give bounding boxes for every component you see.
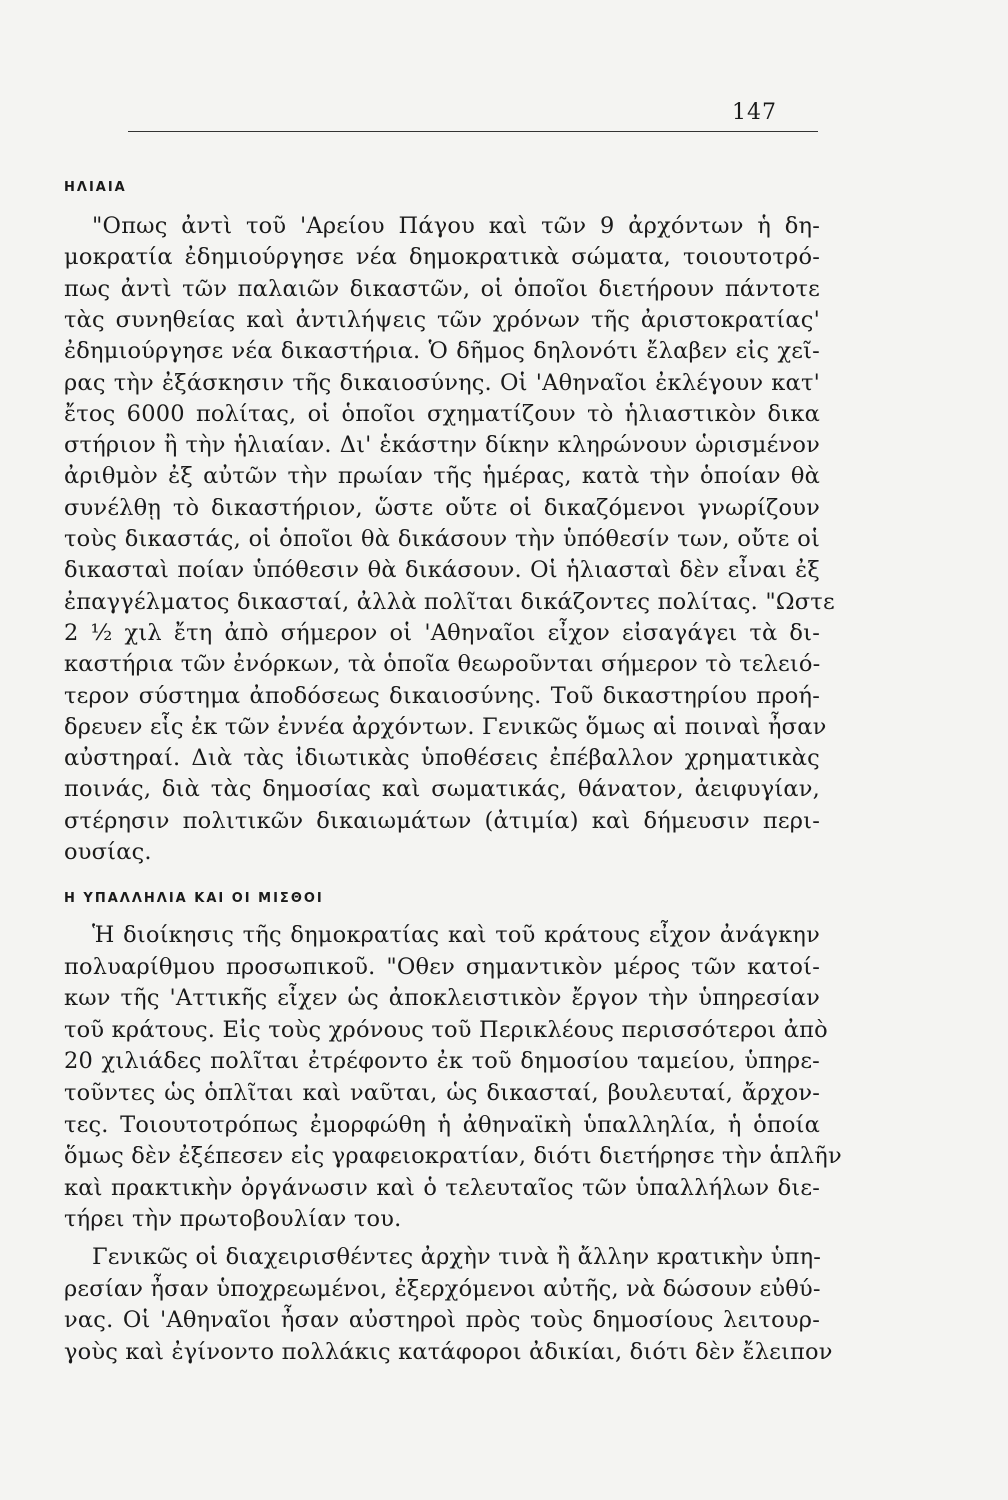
text-line: κων τῆς 'Αττικῆς εἶχεν ὡς ἀποκλειστικὸν ἔργον τὴν ὑπηρεσίαν — [64, 985, 820, 1012]
text-line: Ἡ διοίκησις τῆς δημοκρατίας καὶ τοῦ κράτους εἶχον ἀνάγκην — [92, 922, 820, 948]
text-line: Γενικῶς οἱ διαχειρισθέντες ἀρχὴν τινὰ ἢ ἄλλην κρατικὴν ὑπη- — [92, 1244, 822, 1270]
text-line: δρευεν εἷς ἐκ τῶν ἐννέα ἀρχόντων. Γενικῶς ὅμως αἱ ποιναὶ ἦσαν — [64, 713, 827, 740]
text-line: συνέλθῃ τὸ δικαστήριον, ὥστε οὔτε οἱ δικαζόμενοι γνωρίζουν — [64, 494, 820, 521]
text-line: ἔτος 6000 πολίτας, οἱ ὁποῖοι σχηματίζουν τὸ ἡλιαστικὸν δικα — [64, 400, 820, 427]
text-line: μοκρατία ἐδημιούργησε νέα δημοκρατικὰ σώματα, τοιουτοτρό- — [64, 244, 820, 271]
text-line: στήριον ἢ τὴν ἡλιαίαν. Δι' ἑκάστην δίκην κληρώνουν ὡρισμένον — [64, 432, 820, 459]
text-line: τοὺς δικαστάς, οἱ ὁποῖοι θὰ δικάσουν τὴν ὑπόθεσίν των, οὔτε οἱ — [64, 526, 820, 552]
text-line: καστήρια τῶν ἐνόρκων, τὰ ὁποῖα θεωροῦνται σήμερον τὸ τελειό- — [64, 651, 821, 678]
text-line: δικασταὶ ποίαν ὑπόθεσιν θὰ δικάσουν. Οἱ ἡλιασταὶ δὲν εἶναι ἐξ — [64, 557, 820, 584]
text-line: ἐπαγγέλματος δικασταί, ἀλλὰ πολῖται δικάζοντες πολίτας. "Ωστε — [64, 588, 835, 615]
text-line: τες. Τοιουτοτρόπως ἐμορφώθη ἡ ἀθηναϊκὴ ὑπαλληλία, ἡ ὁποία — [64, 1111, 820, 1138]
text-line: τοῦ κράτους. Εἰς τοὺς χρόνους τοῦ Περικλέους περισσότεροι ἀπὸ — [64, 1016, 828, 1043]
text-line: ουσίας. — [64, 839, 152, 865]
text-line: πολυαρίθμου προσωπικοῦ. "Οθεν σημαντικὸν μέρος τῶν κατοί- — [64, 953, 820, 980]
page-number: 147 — [732, 100, 777, 125]
text-line: γοὺς καὶ ἐγίνοντο πολλάκις κατάφοροι ἀδικίαι, διότι δὲν ἔλειπον — [64, 1338, 833, 1365]
text-line: αὐστηραί. Διὰ τὰς ἰδιωτικὰς ὑποθέσεις ἐπέβαλλον χρηματικὰς — [64, 745, 820, 772]
text-line: τήρει τὴν πρωτοβουλίαν του. — [64, 1206, 402, 1233]
text-line: νας. Οἱ 'Αθηναῖοι ἦσαν αὐστηροὶ πρὸς τοὺς δημοσίους λειτουρ- — [64, 1307, 820, 1334]
text-line: ρας τὴν ἐξάσκησιν τῆς δικαιοσύνης. Οἱ 'Αθηναῖοι ἐκλέγουν κατ' — [64, 369, 820, 396]
text-line: καὶ πρακτικὴν ὀργάνωσιν καὶ ὁ τελευταῖος τῶν ὑπαλλήλων διε- — [64, 1174, 820, 1201]
header-rule — [128, 131, 818, 132]
text-line: τοῦντες ὡς ὁπλῖται καὶ ναῦται, ὡς δικασταί, βουλευταί, ἄρχον- — [64, 1080, 820, 1106]
text-line: ποινάς, διὰ τὰς δημοσίας καὶ σωματικάς, θάνατον, ἀειφυγίαν, — [64, 776, 820, 803]
text-line: τερον σύστημα ἀποδόσεως δικαιοσύνης. Τοῦ δικαστηρίου προή- — [64, 682, 820, 709]
text-line: 2 ½ χιλ ἔτη ἀπὸ σήμερον οἱ 'Αθηναῖοι εἶχον εἰσαγάγει τὰ δι- — [64, 619, 820, 646]
text-line: ὅμως δὲν ἐξέπεσεν εἰς γραφειοκρατίαν, διότι διετήρησε τὴν ἁπλῆν — [64, 1143, 842, 1170]
section-heading-heliaia: ΗΛΙΑΙΑ — [64, 180, 127, 195]
text-line: πως ἀντὶ τῶν παλαιῶν δικαστῶν, οἱ ὁποῖοι διετήρουν πάντοτε — [64, 275, 820, 302]
text-line: στέρησιν πολιτικῶν δικαιωμάτων (ἀτιμία) καὶ δήμευσιν περι- — [64, 807, 820, 834]
text-line: τὰς συνηθείας καὶ ἀντιλήψεις τῶν χρόνων τῆς ἀριστοκρατίας' — [64, 306, 820, 333]
text-line: 20 χιλιάδες πολῖται ἐτρέφοντο ἐκ τοῦ δημοσίου ταμείου, ὑπηρε- — [64, 1048, 820, 1075]
text-line: ρεσίαν ἦσαν ὑποχρεωμένοι, ἐξερχόμενοι αὐτῆς, νὰ δώσουν εὐθύ- — [64, 1275, 821, 1302]
text-line: "Οπως ἀντὶ τοῦ 'Αρείου Πάγου καὶ τῶν 9 ἀρχόντων ἡ δη- — [92, 213, 820, 239]
section-heading-ypallilia: Η ΥΠΑΛΛΗΛΙΑ ΚΑΙ ΟΙ ΜΙΣΘΟΙ — [64, 891, 324, 906]
text-line: ἐδημιούργησε νέα δικαστήρια. Ὁ δῆμος δηλονότι ἔλαβεν εἰς χεῖ- — [64, 338, 820, 365]
text-line: ἀριθμὸν ἐξ αὐτῶν τὴν πρωίαν τῆς ἡμέρας, κατὰ τὴν ὁποίαν θὰ — [64, 463, 820, 490]
